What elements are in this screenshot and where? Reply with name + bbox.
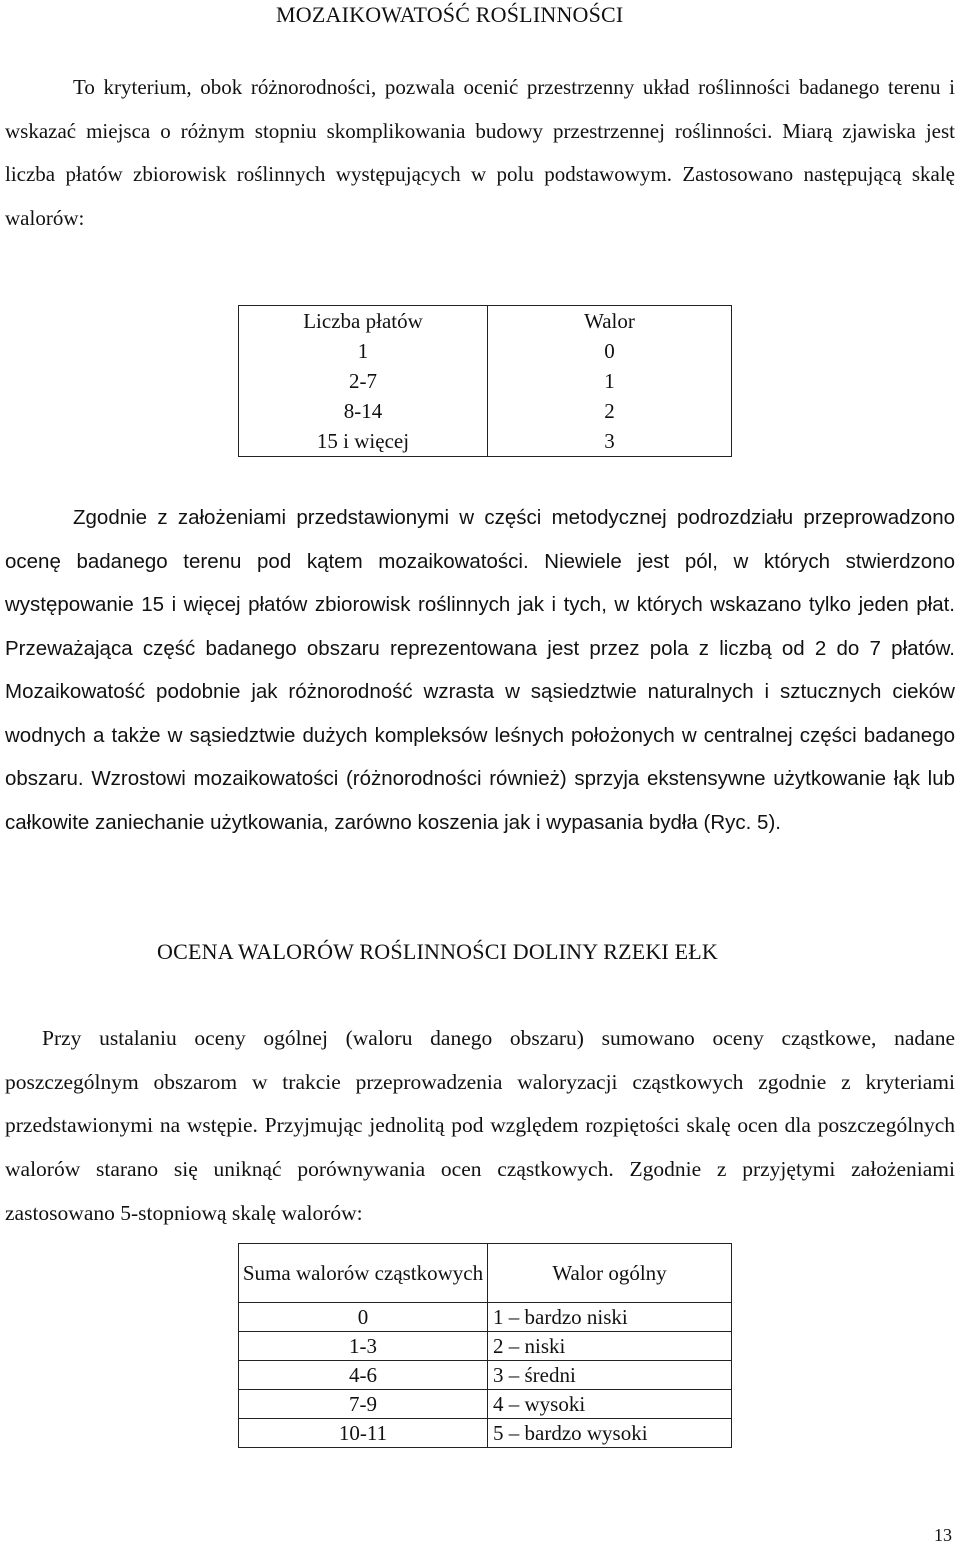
table-cell: 2 — [604, 398, 615, 423]
table-row — [239, 1419, 732, 1448]
intro-text: To kryterium, obok różnorodności, pozwala ocenić przestrzenny układ roślinności badanego terenu i wskazać miejsca o różnym stopniu skomplikowania budowy przestrzennej roślinności. Miarą zjawiska jest liczba płatów zbiorowisk roślinnych występujących w polu podstawowym. Zastosowano następującą skalę walorów: — [5, 75, 955, 231]
table-header-row — [239, 306, 732, 337]
overall-value-scale-table — [238, 1243, 732, 1448]
table-header-row — [239, 1244, 732, 1303]
table-cell: 4-6 — [239, 1361, 488, 1390]
analysis-paragraph — [5, 496, 955, 844]
table-cell: 0 — [239, 1303, 488, 1332]
table-cell: 1 — [604, 368, 615, 393]
intro-paragraph — [5, 66, 955, 241]
table-row — [239, 1332, 732, 1361]
table-cell: 8-14 — [239, 396, 488, 426]
table-cell: 3 – średni — [488, 1361, 732, 1390]
table-row — [239, 1390, 732, 1419]
table-header-cell: Walor ogólny — [488, 1244, 732, 1303]
table-cell: 3 — [604, 428, 615, 453]
table-header-cell: Liczba płatów — [239, 306, 488, 337]
table-row — [239, 396, 732, 426]
analysis-text: Zgodnie z założeniami przedstawionymi w części metodycznej podrozdziału przeprowadzono ocenę badanego terenu pod kątem mozaikowatości. Niewiele jest pól, w których stwierdzono występowanie 15 i więcej płatów zbiorowisk roślinnych jak i tych, w których wskazano tylko jeden płat. Przeważająca część badanego obszaru reprezentowana jest przez pola z liczbą od 2 do 7 płatów. Mozaikowatość podobnie jak różnorodność wzrasta w sąsiedztwie naturalnych i sztucznych cieków wodnych a także w sąsiedztwie dużych kompleksów leśnych położonych w centralnej części badanego obszaru. Wzrostowi mozaikowatości (różnorodności również) sprzyja ekstensywne użytkowanie łąk lub całkowite zaniechanie użytkowania, zarówno koszenia jak i wypasania bydła (Ryc. 5). — [5, 506, 955, 834]
table-row — [239, 366, 732, 396]
table-cell: 1 — [239, 336, 488, 366]
table-row — [239, 1303, 732, 1332]
page-number: 13 — [934, 1525, 952, 1545]
section-heading-mozaikowatosc: MOZAIKOWATOŚĆ ROŚLINNOŚCI — [276, 2, 624, 27]
table-cell: 1-3 — [239, 1332, 488, 1361]
section-heading-ocena-walorow: OCENA WALORÓW ROŚLINNOŚCI DOLINY RZEKI EŁK — [157, 939, 719, 964]
table-cell: 10-11 — [239, 1419, 488, 1448]
evaluation-paragraph — [5, 1017, 955, 1236]
table-cell: 0 — [604, 338, 615, 363]
table-row — [239, 1361, 732, 1390]
table-cell: 5 – bardzo wysoki — [488, 1419, 732, 1448]
patch-count-value-table — [238, 305, 732, 457]
table-header-cell: Walor — [584, 308, 635, 333]
table-cell: 15 i więcej — [239, 426, 488, 457]
table-cell: 7-9 — [239, 1390, 488, 1419]
table-row — [239, 336, 732, 366]
table-cell: 4 – wysoki — [488, 1390, 732, 1419]
table-cell: 2-7 — [239, 366, 488, 396]
table-row — [239, 426, 732, 457]
table-header-cell: Suma walorów cząstkowych — [239, 1244, 488, 1303]
table-cell: 1 – bardzo niski — [488, 1303, 732, 1332]
evaluation-text: Przy ustalaniu oceny ogólnej (waloru danego obszaru) sumowano oceny cząstkowe, nadane poszczególnym obszarom w trakcie przeprowadzenia waloryzacji cząstkowych zgodnie z kryteriami przedstawionymi na wstępie. Przyjmując jednolitą pod względem rozpiętości skalę ocen dla poszczególnych walorów starano się uniknąć porównywania ocen cząstkowych. Zgodnie z przyjętymi założeniami zastosowano 5-stopniową skalę walorów: — [5, 1026, 955, 1225]
table-cell: 2 – niski — [488, 1332, 732, 1361]
